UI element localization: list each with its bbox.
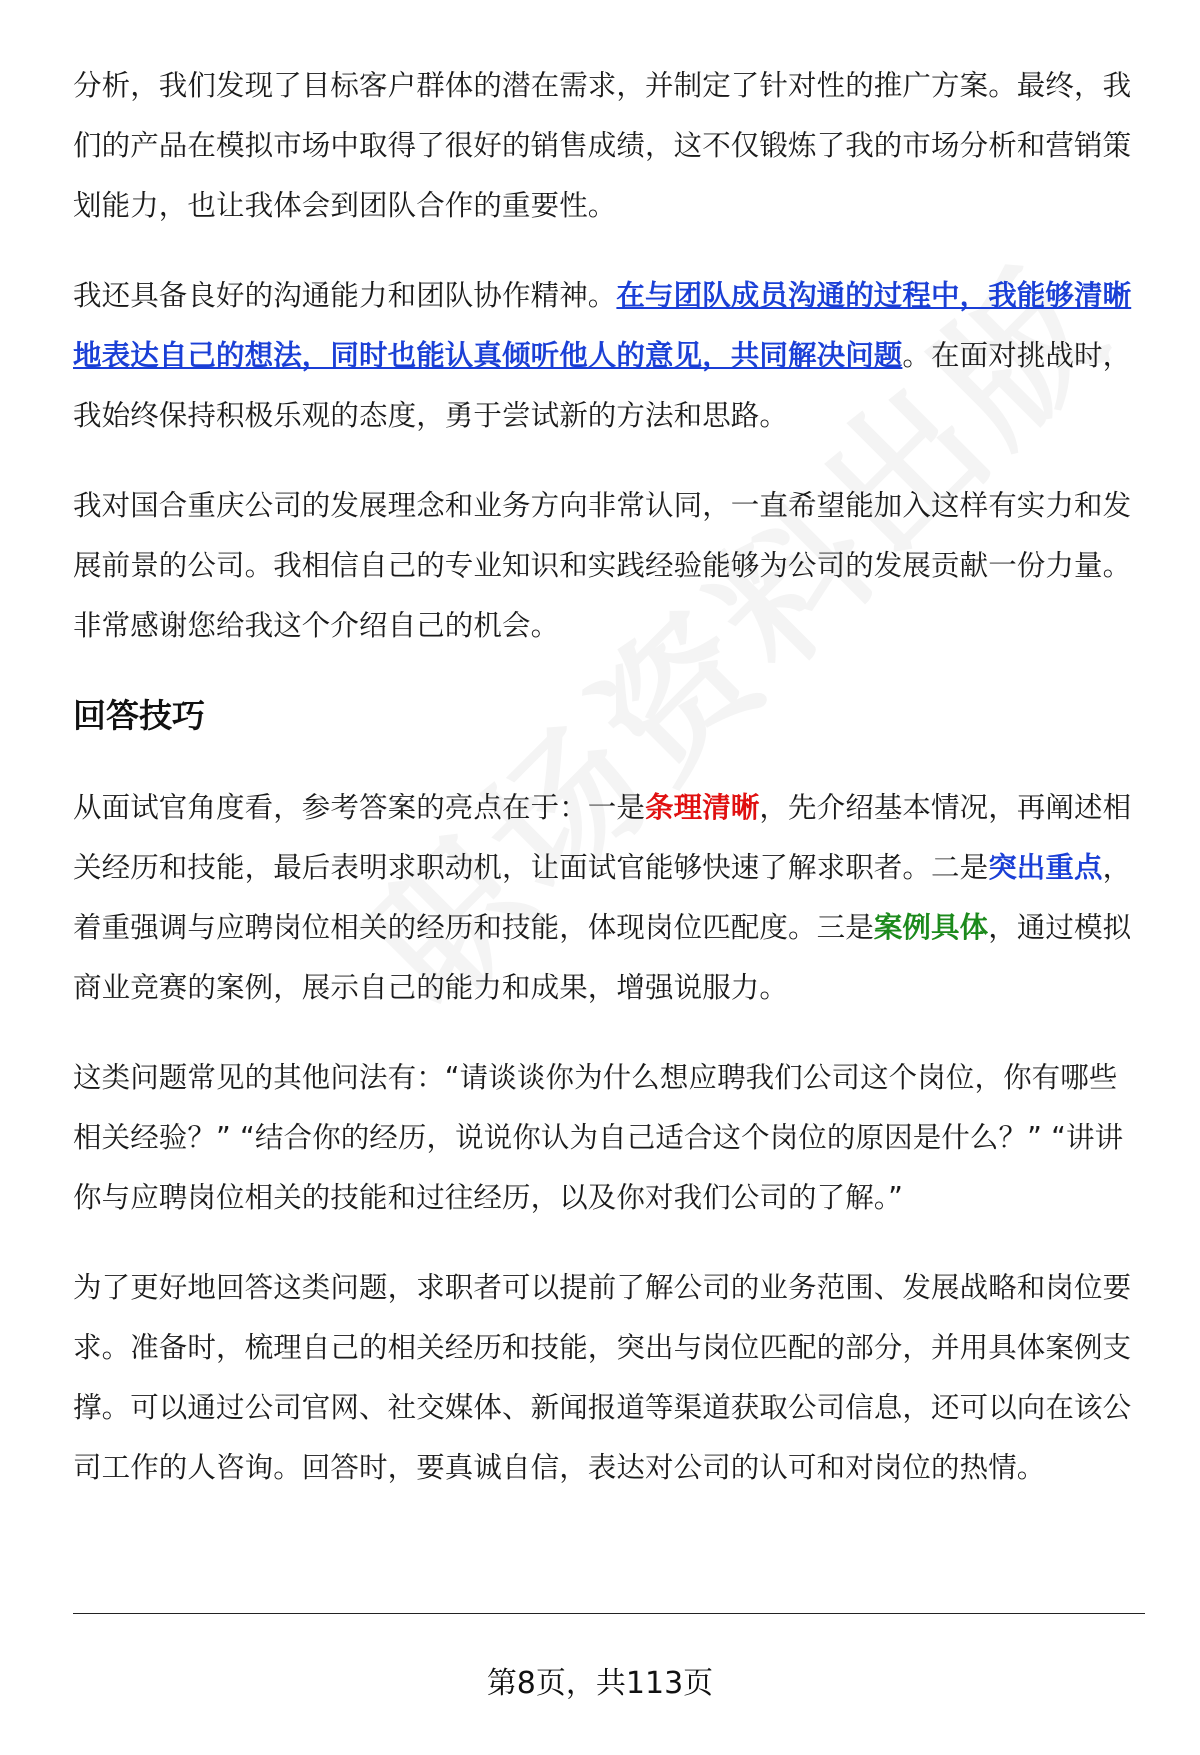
highlight-concrete-cases: 案例具体 <box>873 911 989 944</box>
highlight-communication: 在与团队成员沟通的过程中，我能够清晰地表达自己的想法，同时也能认真倾听他人的意见，共同解决问题 <box>73 279 1132 372</box>
paragraph-alt-questions <box>73 1048 1145 1228</box>
document-body <box>73 56 1145 1528</box>
highlight-key-points: 突出重点 <box>988 851 1103 884</box>
paragraph-text: ，通过模拟商业竞赛的案例，展示自己的能力和成果，增强说服力。 <box>73 911 1132 1004</box>
paragraph-text: ，着重强调与应聘岗位相关的经历和技能，体现岗位匹配度。三是 <box>73 851 1132 944</box>
paragraph-preparation-advice <box>73 1258 1145 1498</box>
paragraph-text: 我对国合重庆公司的发展理念和业务方向非常认同，一直希望能加入这样有实力和发展前景的公司。我相信自己的专业知识和实践经验能够为公司的发展贡献一份力量。非常感谢您给我这个介绍自己的机会。 <box>73 489 1132 642</box>
highlight-clear-structure: 条理清晰 <box>645 791 760 824</box>
paragraph-text: ，先介绍基本情况，再阐述相关经历和技能，最后表明求职动机，让面试官能够快速了解求职者。二是 <box>73 791 1132 884</box>
paragraph-company-fit <box>73 476 1145 656</box>
footer-divider <box>73 1613 1145 1614</box>
paragraph-competition-result <box>73 56 1145 236</box>
paragraph-text: 这类问题常见的其他问法有：“请谈谈你为什么想应聘我们公司这个岗位，你有哪些相关经验？” “结合你的经历，说说你认为自己适合这个岗位的原因是什么？” “讲讲你与应聘岗位相关的技能和过往经历，以及你对我们公司的了解。” <box>73 1061 1124 1214</box>
paragraph-communication <box>73 266 1145 446</box>
paragraph-text: 为了更好地回答这类问题，求职者可以提前了解公司的业务范围、发展战略和岗位要求。准备时，梳理自己的相关经历和技能，突出与岗位匹配的部分，并用具体案例支撑。可以通过公司官网、社交媒体、新闻报道等渠道获取公司信息，还可以向在该公司工作的人咨询。回答时，要真诚自信，表达对公司的认可和对岗位的热情。 <box>73 1271 1132 1484</box>
paragraph-text: 。在面对挑战时，我始终保持积极乐观的态度，勇于尝试新的方法和思路。 <box>73 339 1132 432</box>
paragraph-text: 从面试官角度看，参考答案的亮点在于：一是 <box>73 791 646 824</box>
paragraph-tips-highlights <box>73 778 1145 1018</box>
paragraph-text: 我还具备良好的沟通能力和团队协作精神。 <box>73 279 617 312</box>
section-title: 回答技巧 <box>73 696 205 735</box>
paragraph-text: 分析，我们发现了目标客户群体的潜在需求，并制定了针对性的推广方案。最终，我们的产品在模拟市场中取得了很好的销售成绩，这不仅锻炼了我的市场分析和营销策划能力，也让我体会到团队合作的重要性。 <box>73 69 1132 222</box>
page-number: 第8页，共113页 <box>486 1666 714 1701</box>
